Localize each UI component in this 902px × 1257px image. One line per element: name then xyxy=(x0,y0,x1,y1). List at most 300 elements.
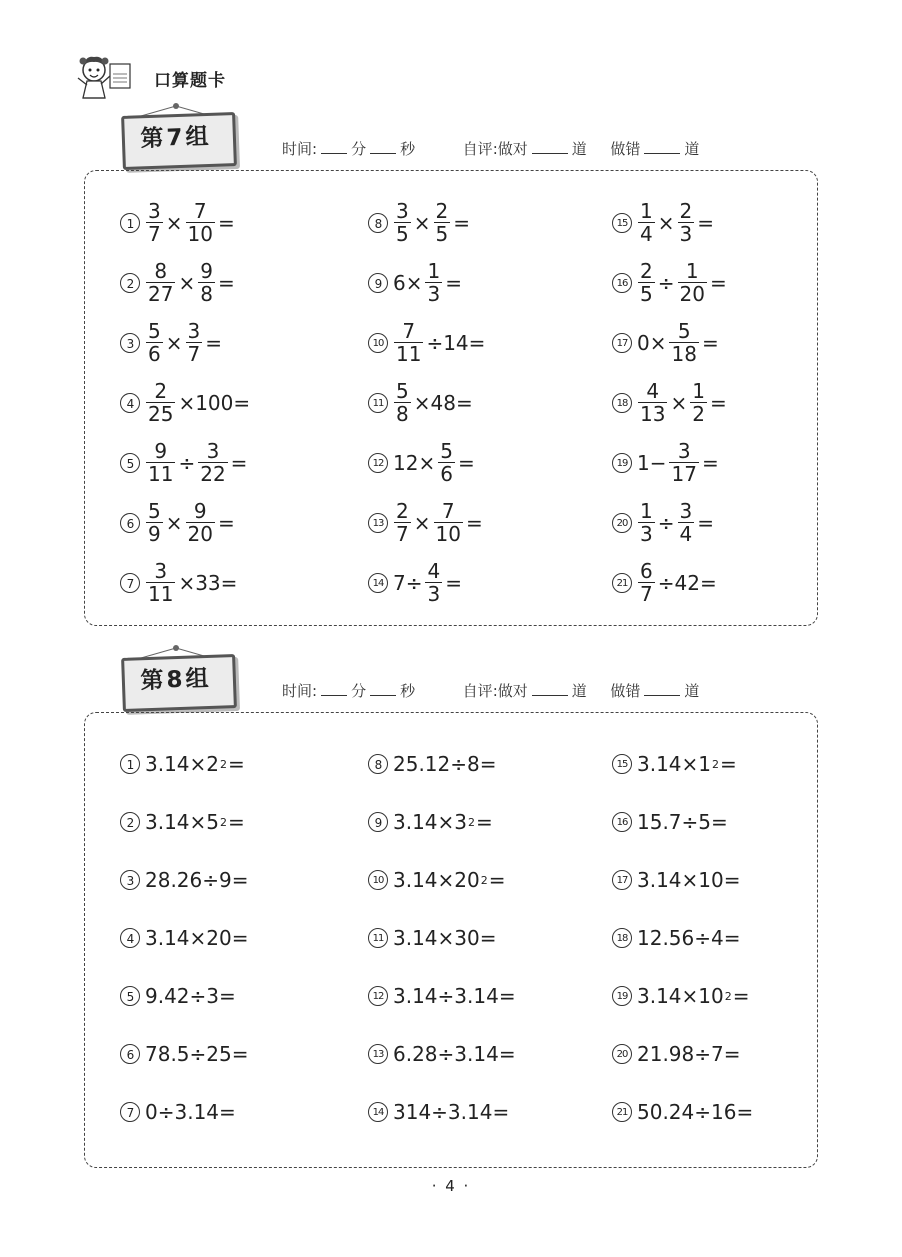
problem-item xyxy=(120,752,246,776)
operator-text: = xyxy=(230,450,248,475)
problem-expression xyxy=(392,500,484,545)
problem-number: 5 xyxy=(120,986,140,1006)
problem-item xyxy=(120,560,238,605)
fraction xyxy=(678,500,695,545)
problem-item xyxy=(368,1042,517,1066)
problem-number: 3 xyxy=(120,333,140,353)
numerator: 9 xyxy=(193,499,207,523)
operator-text: 3.14×2 xyxy=(145,752,220,776)
problem-item xyxy=(120,320,223,365)
operator-text: = xyxy=(453,210,470,235)
fraction xyxy=(638,500,655,545)
operator-text: 78.5÷25= xyxy=(145,1042,249,1066)
problem-item xyxy=(368,440,476,485)
group-8-plaque xyxy=(122,642,236,694)
numerator: 2 xyxy=(396,499,409,523)
numerator: 3 xyxy=(187,319,201,343)
problem-number: 14 xyxy=(368,1102,388,1122)
numerator: 3 xyxy=(154,559,168,583)
operator-text: 9.42÷3= xyxy=(145,984,236,1008)
operator-text: ÷ xyxy=(178,450,196,475)
operator-text: = xyxy=(457,450,475,475)
operator-text: = xyxy=(476,810,493,834)
denominator: 18 xyxy=(671,342,697,366)
denominator: 5 xyxy=(396,222,409,246)
problem-number: 2 xyxy=(120,273,140,293)
operator-text: × xyxy=(165,510,183,535)
fraction xyxy=(434,500,463,545)
operator-text: 3.14×10= xyxy=(637,868,741,892)
problem-item xyxy=(120,926,250,950)
problem-number: 3 xyxy=(120,870,140,890)
fraction xyxy=(690,380,707,425)
problem-item xyxy=(612,1100,754,1124)
problem-number: 2 xyxy=(120,812,140,832)
fraction xyxy=(186,320,203,365)
fraction xyxy=(638,260,655,305)
numerator: 3 xyxy=(396,199,409,223)
operator-text: = xyxy=(228,810,245,834)
denominator: 13 xyxy=(640,402,666,426)
problem-expression xyxy=(392,260,463,305)
problem-item xyxy=(120,200,236,245)
problem-expression xyxy=(636,260,728,305)
problem-expression xyxy=(392,752,498,776)
problem-item xyxy=(368,984,517,1008)
denominator: 4 xyxy=(679,522,693,546)
fraction xyxy=(394,500,411,545)
fraction xyxy=(186,500,215,545)
problem-expression xyxy=(144,200,236,245)
denominator: 6 xyxy=(440,462,453,486)
problem-expression xyxy=(144,320,223,365)
denominator: 7 xyxy=(187,342,201,366)
problem-item xyxy=(368,810,494,834)
numerator: 7 xyxy=(402,319,416,343)
denominator: 22 xyxy=(200,462,226,486)
fraction xyxy=(669,320,698,365)
problem-number: 18 xyxy=(612,928,632,948)
problem-item xyxy=(612,320,720,365)
problem-expression xyxy=(144,500,236,545)
group-7-title: 第7组 xyxy=(140,123,212,153)
fraction xyxy=(146,200,163,245)
operator-text: 314÷3.14= xyxy=(393,1100,510,1124)
page-number: · 4 · xyxy=(431,1177,471,1195)
problem-item xyxy=(120,984,237,1008)
operator-text: 0× xyxy=(637,330,667,355)
operator-text: 3.14×5 xyxy=(145,810,220,834)
problem-item xyxy=(120,810,246,834)
problem-number: 8 xyxy=(368,754,388,774)
operator-text: ÷42= xyxy=(657,570,717,595)
exponent: 2 xyxy=(220,757,228,771)
operator-text: 12.56÷4= xyxy=(637,926,741,950)
problem-number: 4 xyxy=(120,393,140,413)
problem-number: 17 xyxy=(612,333,632,353)
exponent: 2 xyxy=(480,873,488,887)
operator-text: = xyxy=(205,330,222,355)
denominator: 7 xyxy=(148,222,161,246)
operator-text: 3.14×20 xyxy=(393,868,480,892)
operator-text: × xyxy=(178,270,196,295)
operator-text: = xyxy=(445,270,462,295)
problem-expression xyxy=(636,200,715,245)
problem-number: 13 xyxy=(368,513,388,533)
problem-number: 12 xyxy=(368,986,388,1006)
denominator: 3 xyxy=(679,222,693,246)
problem-item xyxy=(612,200,715,245)
problem-expression xyxy=(392,380,474,425)
problem-number: 19 xyxy=(612,986,632,1006)
problem-expression xyxy=(144,260,236,305)
problem-expression xyxy=(636,440,720,485)
numerator: 7 xyxy=(441,499,455,523)
operator-text: = xyxy=(488,868,506,892)
problem-item xyxy=(368,320,486,365)
problem-item xyxy=(120,440,248,485)
problem-item xyxy=(120,868,250,892)
problem-number: 9 xyxy=(368,273,388,293)
group-7 xyxy=(0,98,902,628)
group-8 xyxy=(0,640,902,1170)
fraction xyxy=(638,200,655,245)
problem-expression xyxy=(636,810,729,834)
fraction xyxy=(198,260,215,305)
problem-number: 15 xyxy=(612,213,632,233)
problem-expression xyxy=(144,380,251,425)
numerator: 5 xyxy=(677,319,691,343)
denominator: 3 xyxy=(427,282,441,306)
problem-number: 20 xyxy=(612,1044,632,1064)
operator-text: = xyxy=(720,752,737,776)
operator-text: = xyxy=(228,752,245,776)
denominator: 5 xyxy=(435,222,449,246)
problem-expression xyxy=(392,440,476,485)
operator-text: 3.14×3 xyxy=(393,810,468,834)
problem-item xyxy=(368,500,484,545)
group-8-meta: 时间: 分 秒 自评:做对 道 做错 道 xyxy=(282,682,700,700)
operator-text: 3.14×1 xyxy=(637,752,712,776)
fraction xyxy=(146,320,163,365)
problem-item xyxy=(612,1042,742,1066)
problem-number: 20 xyxy=(612,513,632,533)
problem-item xyxy=(612,810,729,834)
problem-item xyxy=(120,260,236,305)
group-7-meta: 时间: 分 秒 自评:做对 道 做错 道 xyxy=(282,140,700,158)
operator-text: 6.28÷3.14= xyxy=(393,1042,516,1066)
operator-text: = xyxy=(217,270,235,295)
denominator: 6 xyxy=(148,342,161,366)
operator-text: 7÷ xyxy=(393,570,423,595)
denominator: 8 xyxy=(200,282,213,306)
exponent: 2 xyxy=(724,989,732,1003)
problem-expression xyxy=(144,926,250,950)
problem-item xyxy=(368,926,498,950)
numerator: 5 xyxy=(148,319,161,343)
operator-text: ×33= xyxy=(178,570,238,595)
problem-expression xyxy=(392,1100,510,1124)
denominator: 17 xyxy=(671,462,697,486)
problem-expression xyxy=(144,560,238,605)
problem-number: 15 xyxy=(612,754,632,774)
numerator: 1 xyxy=(640,499,653,523)
page-title: 口算题卡 xyxy=(154,71,226,91)
operator-text: × xyxy=(165,210,183,235)
problem-number: 4 xyxy=(120,928,140,948)
problem-expression xyxy=(636,380,728,425)
problem-item xyxy=(368,260,463,305)
denominator: 25 xyxy=(148,402,174,426)
problem-number: 10 xyxy=(368,870,388,890)
problem-number: 18 xyxy=(612,393,632,413)
operator-text: = xyxy=(709,390,727,415)
numerator: 9 xyxy=(154,439,168,463)
denominator: 20 xyxy=(187,522,213,546)
operator-text: = xyxy=(732,984,750,1008)
numerator: 3 xyxy=(148,199,161,223)
operator-text: 50.24÷16= xyxy=(637,1100,754,1124)
operator-text: 28.26÷9= xyxy=(145,868,249,892)
operator-text: 3.14×30= xyxy=(393,926,497,950)
numerator: 7 xyxy=(193,199,207,223)
operator-text: 3.14×20= xyxy=(145,926,249,950)
denominator: 10 xyxy=(435,522,461,546)
problem-number: 13 xyxy=(368,1044,388,1064)
problem-expression xyxy=(636,320,720,365)
problem-number: 19 xyxy=(612,453,632,473)
numerator: 2 xyxy=(640,259,653,283)
problem-item xyxy=(612,260,728,305)
problem-item xyxy=(612,500,715,545)
operator-text: × xyxy=(413,510,431,535)
problem-number: 8 xyxy=(368,213,388,233)
problem-item xyxy=(368,752,498,776)
operator-text: 3.14×10 xyxy=(637,984,724,1008)
problem-item xyxy=(120,380,251,425)
problem-number: 21 xyxy=(612,573,632,593)
denominator: 4 xyxy=(640,222,653,246)
fraction xyxy=(425,260,442,305)
denominator: 27 xyxy=(148,282,174,306)
problem-item xyxy=(368,560,463,605)
fraction xyxy=(438,440,455,485)
problem-expression xyxy=(392,320,486,365)
problem-expression xyxy=(636,752,738,776)
operator-text: = xyxy=(217,210,235,235)
problem-expression xyxy=(636,984,751,1008)
numerator: 2 xyxy=(154,379,168,403)
problem-item xyxy=(368,868,507,892)
numerator: 6 xyxy=(640,559,653,583)
denominator: 7 xyxy=(640,582,653,606)
fraction xyxy=(669,440,698,485)
fraction xyxy=(434,200,451,245)
problem-number: 21 xyxy=(612,1102,632,1122)
operator-text: 6× xyxy=(393,270,423,295)
problem-item xyxy=(612,926,742,950)
denominator: 3 xyxy=(427,582,441,606)
denominator: 11 xyxy=(396,342,422,366)
problem-item xyxy=(120,500,236,545)
problem-expression xyxy=(392,810,494,834)
numerator: 3 xyxy=(679,499,693,523)
fraction xyxy=(394,380,411,425)
operator-text: × xyxy=(165,330,183,355)
operator-text: 0÷3.14= xyxy=(145,1100,236,1124)
exponent: 2 xyxy=(468,815,476,829)
operator-text: = xyxy=(697,510,714,535)
problem-number: 16 xyxy=(612,273,632,293)
fraction xyxy=(186,200,215,245)
operator-text: ÷ xyxy=(657,510,675,535)
problem-number: 17 xyxy=(612,870,632,890)
problem-expression xyxy=(144,752,246,776)
problem-expression xyxy=(392,200,471,245)
problem-expression xyxy=(392,868,507,892)
operator-text: = xyxy=(445,570,462,595)
problem-item xyxy=(612,560,718,605)
problem-number: 11 xyxy=(368,393,388,413)
problem-number: 1 xyxy=(120,213,140,233)
operator-text: × xyxy=(670,390,688,415)
fraction xyxy=(146,500,163,545)
fraction xyxy=(146,260,175,305)
numerator: 2 xyxy=(435,199,449,223)
numerator: 4 xyxy=(646,379,660,403)
denominator: 3 xyxy=(640,522,653,546)
problem-expression xyxy=(392,926,498,950)
problem-expression xyxy=(636,1100,754,1124)
denominator: 5 xyxy=(640,282,653,306)
operator-text: ×48= xyxy=(413,390,473,415)
operator-text: 25.12÷8= xyxy=(393,752,497,776)
operator-text: = xyxy=(701,330,719,355)
problem-number: 9 xyxy=(368,812,388,832)
numerator: 9 xyxy=(200,259,213,283)
problem-expression xyxy=(392,984,517,1008)
problem-number: 7 xyxy=(120,1102,140,1122)
denominator: 8 xyxy=(396,402,409,426)
problem-expression xyxy=(636,500,715,545)
numerator: 1 xyxy=(692,379,705,403)
operator-text: 21.98÷7= xyxy=(637,1042,741,1066)
mascot-girl-icon xyxy=(72,52,134,104)
numerator: 3 xyxy=(677,439,691,463)
numerator: 5 xyxy=(148,499,161,523)
fraction xyxy=(425,560,442,605)
exponent: 2 xyxy=(220,815,228,829)
group-8-title: 第8组 xyxy=(140,665,212,695)
numerator: 2 xyxy=(679,199,693,223)
problem-item xyxy=(612,380,728,425)
problem-number: 5 xyxy=(120,453,140,473)
problem-number: 6 xyxy=(120,1044,140,1064)
denominator: 11 xyxy=(148,462,174,486)
problem-item xyxy=(612,440,720,485)
problem-item xyxy=(368,1100,510,1124)
problem-number: 11 xyxy=(368,928,388,948)
denominator: 7 xyxy=(396,522,409,546)
operator-text: × xyxy=(413,210,431,235)
operator-text: ÷14= xyxy=(426,330,486,355)
numerator: 5 xyxy=(440,439,453,463)
fraction xyxy=(678,260,707,305)
problem-expression xyxy=(144,1042,250,1066)
numerator: 3 xyxy=(206,439,220,463)
numerator: 1 xyxy=(427,259,441,283)
numerator: 4 xyxy=(427,559,441,583)
operator-text: × xyxy=(657,210,675,235)
problem-number: 10 xyxy=(368,333,388,353)
operator-text: 15.7÷5= xyxy=(637,810,728,834)
fraction xyxy=(638,380,667,425)
problem-number: 1 xyxy=(120,754,140,774)
operator-text: = xyxy=(697,210,714,235)
problem-expression xyxy=(144,1100,237,1124)
problem-expression xyxy=(636,1042,742,1066)
operator-text: ×100= xyxy=(178,390,251,415)
problem-expression xyxy=(636,560,718,605)
numerator: 1 xyxy=(640,199,653,223)
denominator: 2 xyxy=(692,402,705,426)
problem-item xyxy=(120,1100,237,1124)
fraction xyxy=(198,440,227,485)
operator-text: 12× xyxy=(393,450,436,475)
problem-expression xyxy=(144,810,246,834)
fraction xyxy=(146,560,175,605)
problem-item xyxy=(368,380,474,425)
numerator: 8 xyxy=(154,259,168,283)
problem-number: 6 xyxy=(120,513,140,533)
problem-expression xyxy=(392,560,463,605)
fraction xyxy=(146,440,175,485)
problem-expression xyxy=(636,868,742,892)
problem-number: 16 xyxy=(612,812,632,832)
fraction xyxy=(394,200,411,245)
problem-item xyxy=(612,752,738,776)
operator-text: 1− xyxy=(637,450,667,475)
exponent: 2 xyxy=(712,757,720,771)
group-7-plaque xyxy=(122,100,236,152)
problem-item xyxy=(612,984,751,1008)
problem-number: 12 xyxy=(368,453,388,473)
operator-text: = xyxy=(217,510,235,535)
problem-item xyxy=(120,1042,250,1066)
fraction xyxy=(638,560,655,605)
problem-expression xyxy=(144,440,248,485)
problem-expression xyxy=(144,868,250,892)
problem-number: 14 xyxy=(368,573,388,593)
problem-item xyxy=(368,200,471,245)
fraction xyxy=(146,380,175,425)
fraction xyxy=(394,320,423,365)
operator-text: = xyxy=(709,270,727,295)
denominator: 10 xyxy=(187,222,213,246)
numerator: 5 xyxy=(396,379,409,403)
operator-text: ÷ xyxy=(657,270,675,295)
problem-expression xyxy=(144,984,237,1008)
numerator: 1 xyxy=(685,259,699,283)
operator-text: 3.14÷3.14= xyxy=(393,984,516,1008)
operator-text: = xyxy=(465,510,483,535)
problem-number: 7 xyxy=(120,573,140,593)
fraction xyxy=(678,200,695,245)
denominator: 11 xyxy=(148,582,174,606)
problem-expression xyxy=(392,1042,517,1066)
operator-text: = xyxy=(701,450,719,475)
problem-item xyxy=(612,868,742,892)
